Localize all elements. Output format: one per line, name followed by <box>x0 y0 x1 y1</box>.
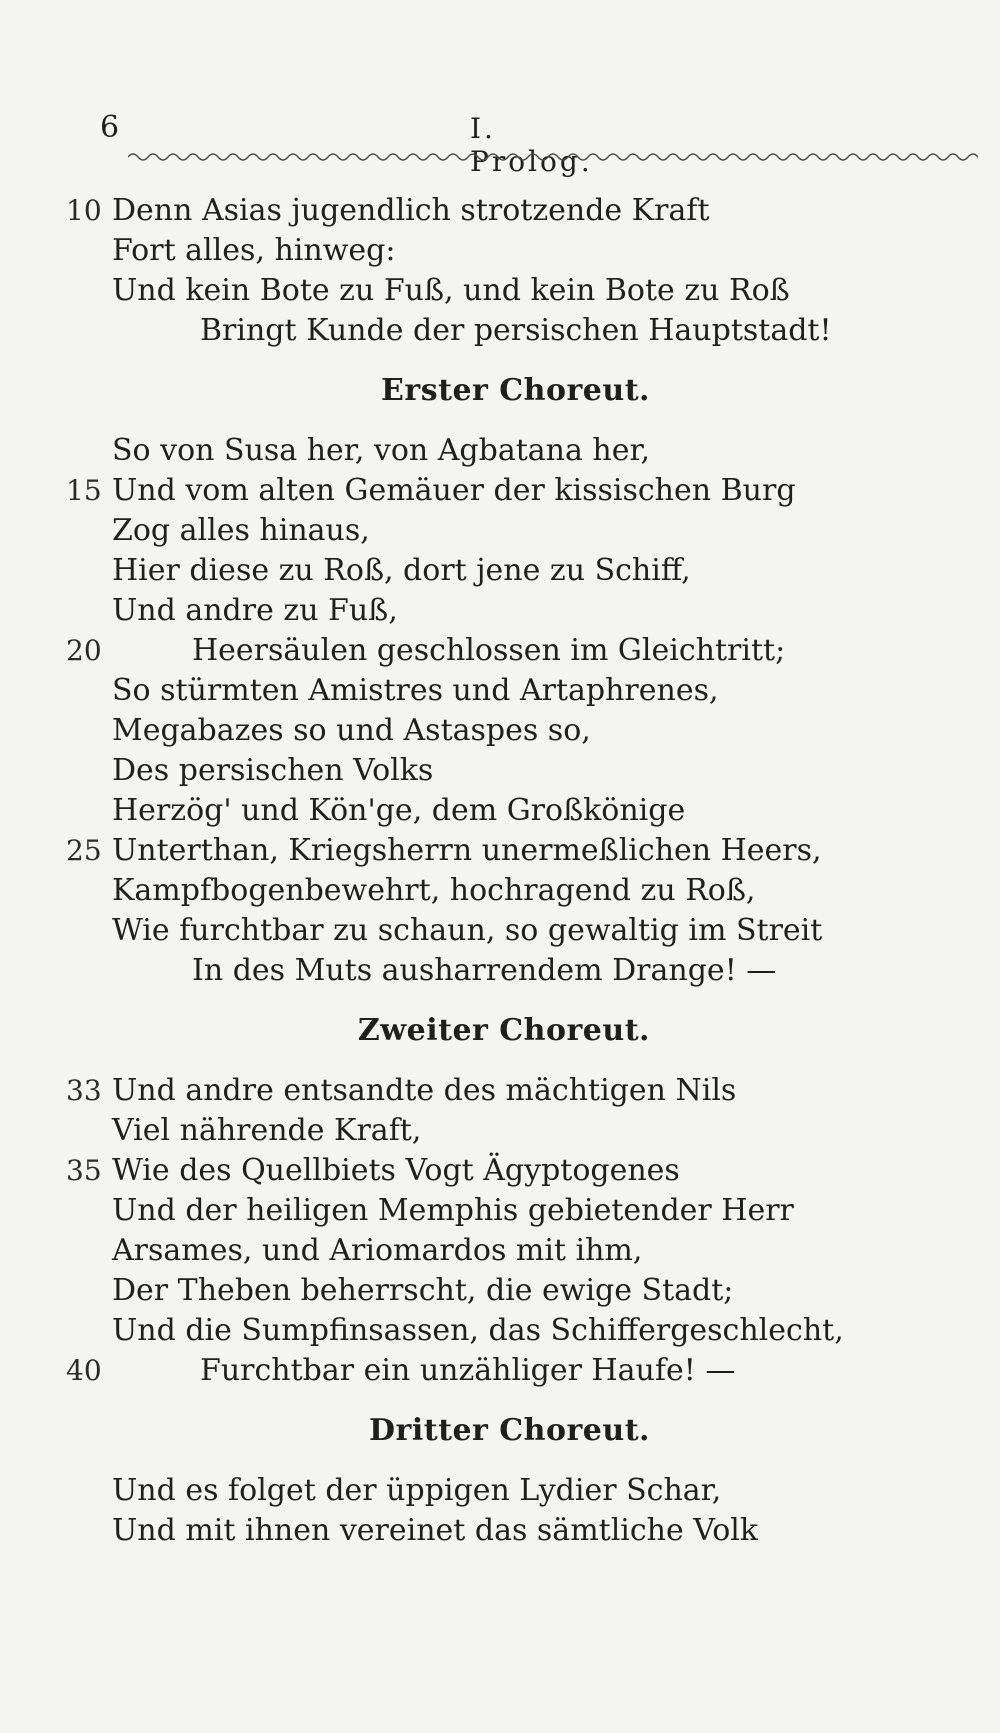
verse-line-number: 15 <box>66 474 102 507</box>
verse-line-number: 20 <box>66 634 102 667</box>
speaker-heading: Zweiter Choreut. <box>357 1013 650 1048</box>
verse-line: Denn Asias jugendlich strotzende Kraft <box>112 193 710 228</box>
verse-line: Und es folget der üppigen Lydier Schar, <box>112 1473 722 1508</box>
header-rule-ornament <box>128 150 978 164</box>
speaker-heading: Erster Choreut. <box>381 373 650 408</box>
verse-line: Und vom alten Gemäuer der kissischen Burg <box>112 473 796 508</box>
verse-line: Bringt Kunde der persischen Hauptstadt! <box>200 313 832 348</box>
verse-line: Wie furchtbar zu schaun, so gewaltig im Streit <box>112 913 823 948</box>
verse-line: Zog alles hinaus, <box>112 513 370 548</box>
speaker-heading: Dritter Choreut. <box>369 1413 650 1448</box>
verse-line: Arsames, und Ariomardos mit ihm, <box>112 1233 643 1268</box>
verse-line-number: 33 <box>66 1074 102 1107</box>
verse-line: Des persischen Volks <box>112 753 434 788</box>
verse-line: Furchtbar ein unzähliger Haufe! — <box>200 1353 736 1388</box>
verse-line-number: 10 <box>66 194 102 227</box>
running-title: I. Prolog. <box>470 112 593 178</box>
verse-line: Viel nährende Kraft, <box>112 1113 422 1148</box>
verse-line: Und andre entsandte des mächtigen Nils <box>112 1073 737 1108</box>
page-number: 6 <box>100 110 120 145</box>
verse-line: Hier diese zu Roß, dort jene zu Schiff, <box>112 553 691 588</box>
verse-line: So stürmten Amistres und Artaphrenes, <box>112 673 719 708</box>
verse-line: Und kein Bote zu Fuß, und kein Bote zu Roß <box>112 273 790 308</box>
verse-line: Megabazes so und Astaspes so, <box>112 713 591 748</box>
verse-line: Und mit ihnen vereinet das sämtliche Volk <box>112 1513 759 1548</box>
verse-line: So von Susa her, von Agbatana her, <box>112 433 651 468</box>
verse-line: Und die Sumpfinsassen, das Schiffergeschlecht, <box>112 1313 844 1348</box>
verse-line-number: 35 <box>66 1154 102 1187</box>
verse-line: Wie des Quellbiets Vogt Ägyptogenes <box>112 1153 680 1188</box>
verse-line-number: 40 <box>66 1354 102 1387</box>
verse-line: Der Theben beherrscht, die ewige Stadt; <box>112 1273 734 1308</box>
verse-line-number: 25 <box>66 834 102 867</box>
verse-line: Herzög' und Kön'ge, dem Großkönige <box>112 793 686 828</box>
verse-line: Fort alles, hinweg: <box>112 233 396 268</box>
verse-line: Heersäulen geschlossen im Gleichtritt; <box>192 633 786 668</box>
verse-line: In des Muts ausharrendem Drange! — <box>192 953 777 988</box>
verse-line: Und andre zu Fuß, <box>112 593 398 628</box>
verse-line: Kampfbogenbewehrt, hochragend zu Roß, <box>112 873 756 908</box>
verse-line: Unterthan, Kriegsherrn unermeßlichen Heers, <box>112 833 822 868</box>
verse-line: Und der heiligen Memphis gebietender Herr <box>112 1193 794 1228</box>
page-header <box>100 110 620 178</box>
